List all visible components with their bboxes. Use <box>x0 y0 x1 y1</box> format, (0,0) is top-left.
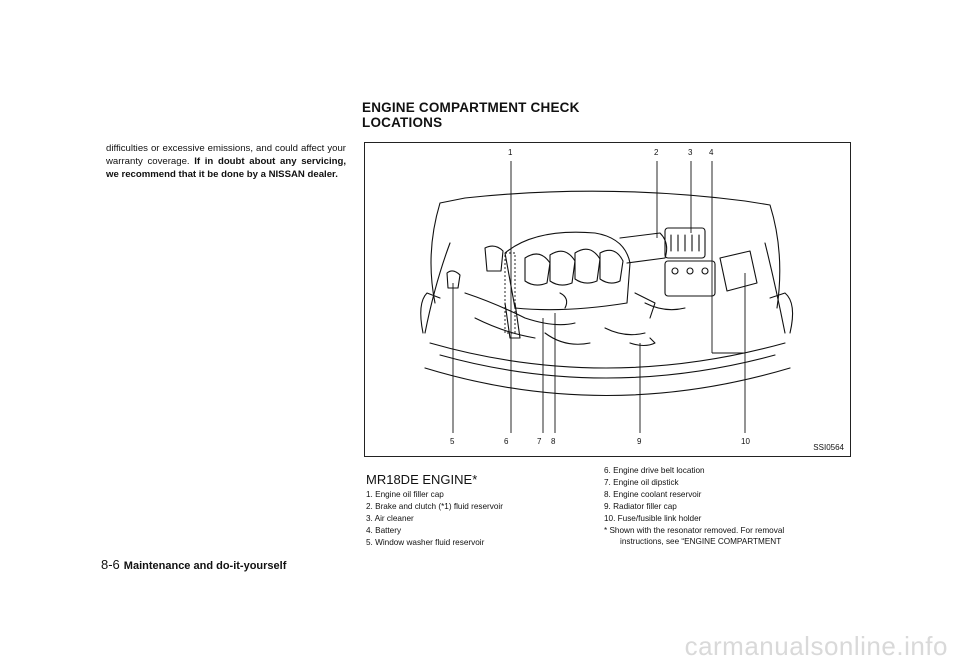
list-item: 1. Engine oil filler cap <box>366 490 444 499</box>
section-title-line1: ENGINE COMPARTMENT CHECK <box>362 100 580 115</box>
list-item: 8. Engine coolant reservoir <box>604 489 702 499</box>
list-item: 4. Battery <box>366 525 402 535</box>
callout-3: 3 <box>688 148 693 157</box>
callout-4: 4 <box>709 148 714 157</box>
callout-2: 2 <box>654 148 659 157</box>
engine-diagram <box>365 143 850 456</box>
engine-title: MR18DE ENGINE* <box>366 472 478 487</box>
list-item: 5. Window washer fluid reservoir <box>366 537 485 547</box>
intro-plain: difficulties or excessive emissions, and could affect your warranty coverage. <box>106 143 346 167</box>
callout-10: 10 <box>741 437 750 446</box>
list-item: * Shown with the resonator removed. For removal <box>604 525 785 535</box>
figure-code: SSI0564 <box>813 443 844 452</box>
list-item: 6. Engine drive belt location <box>604 466 705 475</box>
page-number: 8-6 <box>101 557 120 572</box>
callout-8: 8 <box>551 437 556 446</box>
section-title <box>362 100 662 130</box>
callout-7: 7 <box>537 437 542 446</box>
legend-list-right <box>604 465 784 548</box>
engine-diagram-figure <box>364 142 851 457</box>
chapter-title: Maintenance and do-it-yourself <box>123 560 287 572</box>
legend-list-left <box>366 489 503 549</box>
section-title-line2: LOCATIONS <box>362 115 443 130</box>
callout-5: 5 <box>450 437 455 446</box>
list-item: 9. Radiator filler cap <box>604 501 677 511</box>
list-item: 3. Air cleaner <box>366 513 414 523</box>
list-item: instructions, see “ENGINE COMPARTMENT <box>620 537 782 547</box>
page-footer <box>101 557 286 572</box>
callout-6: 6 <box>504 437 509 446</box>
callout-1: 1 <box>508 148 513 157</box>
list-item: 2. Brake and clutch (*1) fluid reservoir <box>366 501 503 511</box>
intro-paragraph <box>106 142 346 181</box>
list-item: 7. Engine oil dipstick <box>604 477 679 487</box>
watermark: carmanualsonline.info <box>684 631 948 661</box>
intro-bold: If in doubt about any servicing, we recommend that it be done by a NISSAN dealer. <box>106 156 347 180</box>
callout-9: 9 <box>637 437 642 446</box>
list-item: 10. Fuse/fusible link holder <box>604 513 702 523</box>
